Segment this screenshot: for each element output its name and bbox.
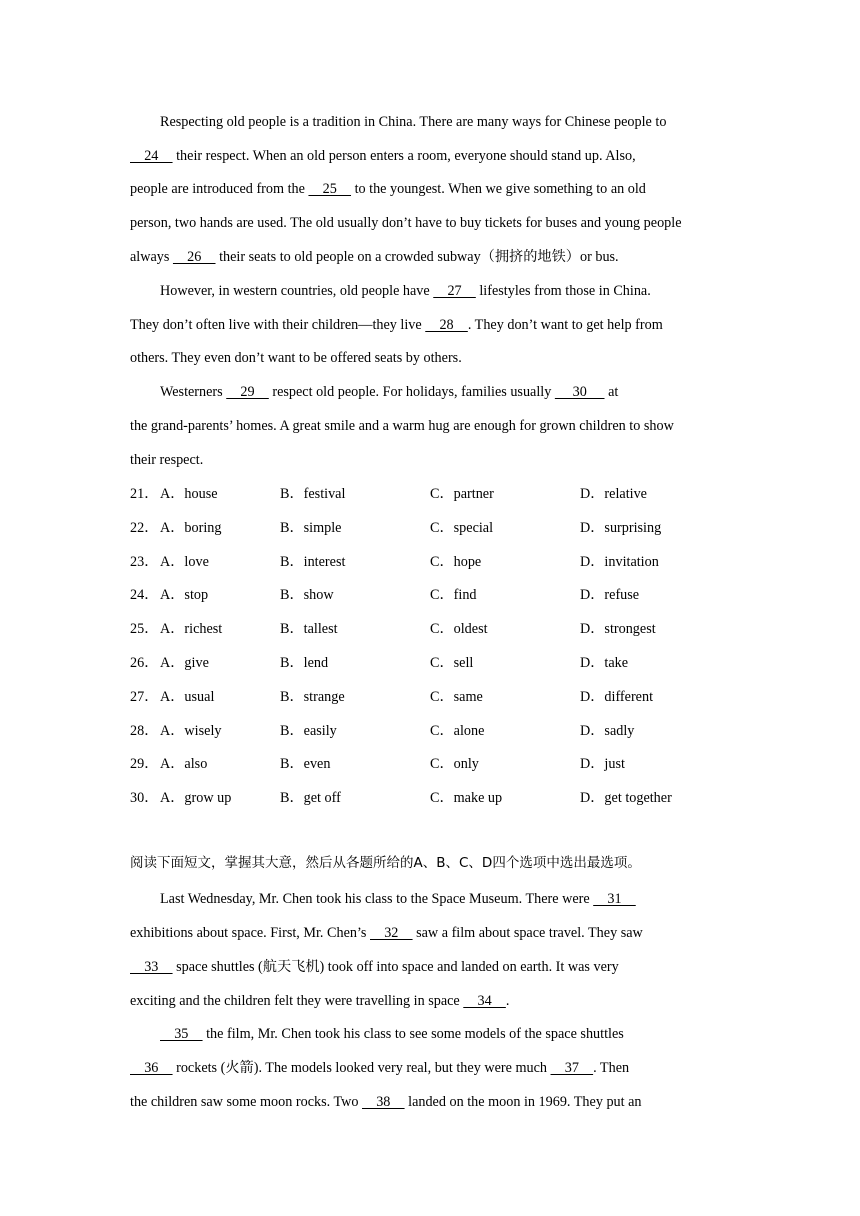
passage-text: person, two hands are used. The old usually don’t have to buy tickets for buses and young people xyxy=(130,215,682,231)
passage-line xyxy=(160,1024,624,1044)
passage-text: . They don’t want to get help from xyxy=(467,317,663,333)
question-number: 25． xyxy=(130,621,159,638)
answer-blank: 38 xyxy=(362,1094,405,1110)
question-number: 29． xyxy=(130,756,159,773)
option-b: B．even xyxy=(280,756,331,773)
passage-line xyxy=(130,179,646,199)
question-row xyxy=(130,721,730,741)
option-c: C．find xyxy=(430,587,477,604)
question-number: 21． xyxy=(130,486,159,502)
passage-line xyxy=(130,146,636,166)
passage-text: the children saw some moon rocks. Two xyxy=(130,1094,363,1110)
answer-blank: 31 xyxy=(593,891,636,907)
option-c: C．partner xyxy=(430,486,494,502)
passage-line xyxy=(130,1058,629,1078)
option-c: C．special xyxy=(430,519,494,536)
passage-text: Last Wednesday, Mr. Chen took his class to the Space Museum. There were xyxy=(160,891,594,907)
passage-line xyxy=(130,213,682,233)
question-number: 28． xyxy=(130,722,159,739)
option-d: D．sadly xyxy=(580,722,635,739)
option-d: D．get together xyxy=(580,790,672,807)
option-c: C．hope xyxy=(430,553,482,570)
passage-line xyxy=(130,450,203,470)
option-b: B．easily xyxy=(280,722,337,739)
passage-text: space shuttles (航天飞机) took off into space and landed on earth. It was very xyxy=(172,959,619,975)
option-d: D．take xyxy=(580,655,629,671)
option-d: D．different xyxy=(580,688,654,705)
passage-text: lifestyles from those in China. xyxy=(475,283,651,299)
passage-text: always xyxy=(130,249,173,265)
passage-text: landed on the moon in 1969. They put an xyxy=(404,1094,642,1110)
question-number: 26． xyxy=(130,655,159,671)
passage-text: Respecting old people is a tradition in China. There are many ways for Chinese people to xyxy=(160,114,667,130)
passage-line xyxy=(130,348,462,368)
question-number: 24． xyxy=(130,587,159,604)
answer-blank: 36 xyxy=(130,1060,173,1076)
option-b: B．tallest xyxy=(280,621,338,638)
answer-blank: 27 xyxy=(433,283,476,299)
answer-blank: 30 xyxy=(554,384,605,400)
option-d: D．surprising xyxy=(580,519,662,536)
question-row xyxy=(130,653,730,673)
option-c: C．only xyxy=(430,756,479,773)
passage-text: to the youngest. When we give something to an old xyxy=(351,181,646,197)
answer-blank: 35 xyxy=(160,1026,203,1042)
passage-text: exhibitions about space. First, Mr. Chen’s xyxy=(130,925,370,941)
answer-blank: 29 xyxy=(226,384,269,400)
option-a: A．give xyxy=(160,655,209,671)
passage-line xyxy=(130,1092,642,1112)
question-row xyxy=(130,754,730,774)
passage-text: their respect. When an old person enters a room, everyone should stand up. Also, xyxy=(172,148,636,164)
option-a: A．boring xyxy=(160,519,222,536)
passage-line xyxy=(160,889,636,909)
option-c: C．sell xyxy=(430,655,474,671)
passage-text: others. They even don’t want to be offered seats by others. xyxy=(130,350,462,366)
option-a: A．love xyxy=(160,553,209,570)
option-c: C．make up xyxy=(430,790,503,807)
option-a: A．richest xyxy=(160,621,223,638)
question-row xyxy=(130,518,730,538)
option-c: C．same xyxy=(430,688,483,705)
passage-text: They don’t often live with their children—they live xyxy=(130,317,426,333)
option-a: A．wisely xyxy=(160,722,222,739)
option-d: D．relative xyxy=(580,486,647,502)
answer-blank: 25 xyxy=(308,181,352,197)
option-d: D．strongest xyxy=(580,621,656,638)
passage-text: saw a film about space travel. They saw xyxy=(412,925,643,941)
passage-text: the film, Mr. Chen took his class to see some models of the space shuttles xyxy=(202,1026,624,1042)
answer-blank: 24 xyxy=(130,148,173,164)
option-b: B．get off xyxy=(280,790,341,807)
question-row xyxy=(130,552,730,572)
question-row xyxy=(130,687,730,707)
section-instruction: 阅读下面短文，掌握其大意，然后从各题所给的A、B、C、D四个选项中选出最选项。 xyxy=(130,855,641,871)
option-b: B．interest xyxy=(280,553,346,570)
passage-text: rockets (火箭). The models looked very real, but they were much xyxy=(172,1060,551,1076)
option-b: B．lend xyxy=(280,655,329,671)
question-number: 23． xyxy=(130,553,159,570)
option-b: B．show xyxy=(280,587,334,604)
passage-line xyxy=(130,247,619,267)
passage-text: However, in western countries, old people have xyxy=(160,283,434,299)
passage-line xyxy=(130,315,663,335)
option-b: B．festival xyxy=(280,486,346,502)
question-row xyxy=(130,619,730,639)
passage-text: . xyxy=(505,993,510,1009)
passage-text: respect old people. For holidays, families usually xyxy=(268,384,555,400)
option-d: D．just xyxy=(580,756,625,773)
question-row xyxy=(130,484,730,504)
passage-text: . Then xyxy=(593,1060,630,1076)
passage-text: their seats to old people on a crowded subway（拥挤的地铁）or bus. xyxy=(215,249,619,265)
question-number: 22． xyxy=(130,519,159,536)
option-a: A．also xyxy=(160,756,208,773)
passage-text: exciting and the children felt they were travelling in space xyxy=(130,993,464,1009)
option-a: A．usual xyxy=(160,688,215,705)
option-b: B．simple xyxy=(280,519,342,536)
passage-text: the grand-parents’ homes. A great smile and a warm hug are enough for grown children to show xyxy=(130,418,674,434)
passage-line xyxy=(130,957,619,977)
answer-blank: 28 xyxy=(425,317,468,333)
question-row xyxy=(130,585,730,605)
option-a: A．house xyxy=(160,486,218,502)
option-a: A．grow up xyxy=(160,790,232,807)
question-row xyxy=(130,788,730,808)
option-d: D．invitation xyxy=(580,553,659,570)
option-a: A．stop xyxy=(160,587,209,604)
question-number: 27． xyxy=(130,688,159,705)
question-number: 30． xyxy=(130,790,159,807)
option-c: C．alone xyxy=(430,722,485,739)
passage-line xyxy=(160,112,666,132)
passage-text: Westerners xyxy=(160,384,227,400)
passage-line xyxy=(160,382,618,402)
answer-blank: 34 xyxy=(463,993,506,1009)
passage-line xyxy=(160,281,651,301)
answer-blank: 32 xyxy=(370,925,413,941)
passage-text: at xyxy=(604,384,619,400)
passage-line xyxy=(130,923,643,943)
option-b: B．strange xyxy=(280,688,345,705)
answer-blank: 37 xyxy=(550,1060,594,1076)
passage-text: people are introduced from the xyxy=(130,181,309,197)
option-c: C．oldest xyxy=(430,621,488,638)
answer-blank: 26 xyxy=(172,249,216,265)
option-d: D．refuse xyxy=(580,587,640,604)
answer-blank: 33 xyxy=(130,959,173,975)
passage-text: their respect. xyxy=(130,452,204,468)
passage-line xyxy=(130,416,674,436)
passage-line xyxy=(130,991,509,1011)
